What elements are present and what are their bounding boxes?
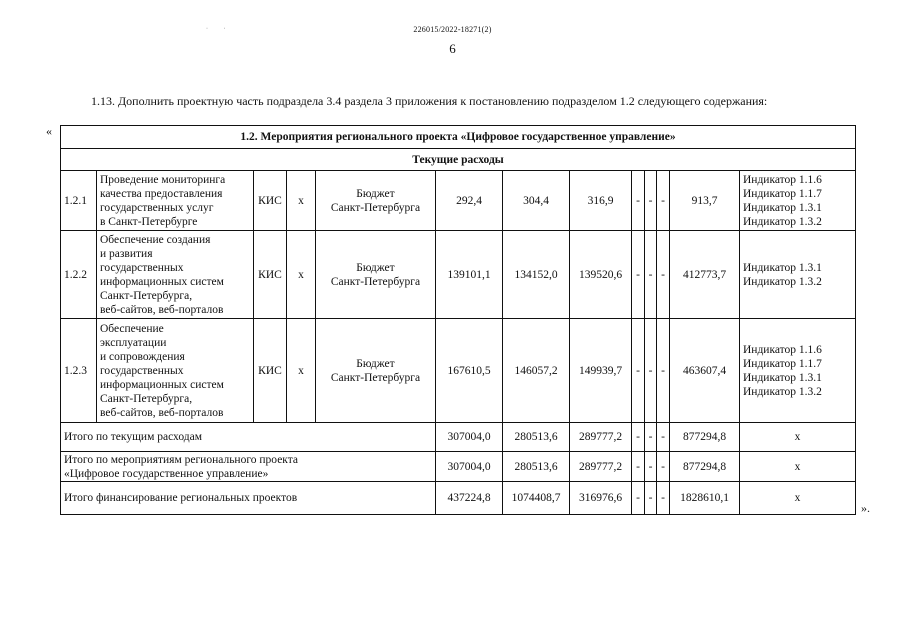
- total-year-3: 289777,2: [570, 452, 632, 482]
- dash-cell: -: [645, 423, 657, 452]
- totals-label-line: «Цифровое государственное управление»: [64, 467, 269, 480]
- activity-name-line: в Санкт-Петербурге: [100, 215, 198, 228]
- dash-cell: -: [645, 231, 657, 319]
- activity-name-line: и развития: [100, 247, 153, 260]
- dash-cell: -: [632, 171, 645, 231]
- dash-cell: -: [645, 319, 657, 423]
- table-row: [61, 231, 856, 319]
- dash-cell: -: [632, 452, 645, 482]
- totals-label-line: Итого по текущим расходам: [64, 431, 202, 443]
- activity-name-line: Санкт-Петербурга,: [100, 392, 193, 405]
- funding-source: [316, 231, 436, 319]
- total-year-2: 280513,6: [503, 423, 570, 452]
- activity-name-line: Проведение мониторинга: [100, 173, 226, 186]
- amount-year-2: 134152,0: [503, 231, 570, 319]
- opening-quote: «: [46, 124, 52, 138]
- total-sum: 1828610,1: [670, 482, 740, 515]
- activity-name-line: Обеспечение: [100, 322, 164, 335]
- activity-name: [97, 171, 254, 231]
- activity-name-line: Санкт-Петербурга,: [100, 289, 193, 302]
- dash-cell: -: [645, 171, 657, 231]
- total-year-1: 307004,0: [436, 423, 503, 452]
- closing-quote: ».: [861, 501, 870, 515]
- amount-year-2: 304,4: [503, 171, 570, 231]
- total-year-2: 1074408,7: [503, 482, 570, 515]
- mark-cell: х: [287, 231, 316, 319]
- amount-year-3: 316,9: [570, 171, 632, 231]
- activity-name: [97, 319, 254, 423]
- amount-total: 913,7: [670, 171, 740, 231]
- indicators-placeholder: х: [740, 423, 856, 452]
- dash-cell: -: [632, 319, 645, 423]
- amount-year-1: 292,4: [436, 171, 503, 231]
- funding-source-line: Санкт-Петербурга: [330, 201, 421, 214]
- dash-cell: -: [657, 171, 670, 231]
- dash-cell: -: [632, 482, 645, 515]
- indicator-item: Индикатор 1.3.1: [743, 261, 822, 274]
- executor: КИС: [254, 231, 287, 319]
- total-sum: 877294,8: [670, 423, 740, 452]
- indicator-item: Индикатор 1.3.2: [743, 275, 822, 288]
- funding-source-line: Санкт-Петербурга: [330, 275, 421, 288]
- amount-year-3: 149939,7: [570, 319, 632, 423]
- totals-row: [61, 482, 856, 515]
- table-row: [61, 171, 856, 231]
- dash-cell: -: [657, 452, 670, 482]
- indicator-item: Индикатор 1.1.7: [743, 357, 822, 370]
- activity-name-line: качества предоставления: [100, 187, 223, 200]
- registration-number: 226015/2022-18271(2): [413, 25, 492, 34]
- total-year-2: 280513,6: [503, 452, 570, 482]
- indicator-item: Индикатор 1.1.6: [743, 173, 822, 186]
- indicators: [740, 319, 856, 423]
- activity-name-line: государственных услуг: [100, 201, 214, 214]
- indicator-item: Индикатор 1.1.6: [743, 343, 822, 356]
- totals-label-line: Итого по мероприятиям регионального проекта: [64, 453, 298, 466]
- scan-specks: · ·: [206, 26, 233, 32]
- dash-cell: -: [632, 231, 645, 319]
- subsection-title: Текущие расходы: [61, 149, 856, 171]
- activity-name-line: информационных систем: [100, 275, 224, 288]
- total-year-1: 307004,0: [436, 452, 503, 482]
- activity-name-line: веб-сайтов, веб-порталов: [100, 406, 224, 419]
- activity-name-line: веб-сайтов, веб-порталов: [100, 303, 224, 316]
- project-table: [60, 125, 856, 515]
- totals-label: [61, 452, 436, 482]
- funding-source-line: Бюджет: [356, 357, 395, 370]
- row-number: 1.2.3: [61, 319, 97, 423]
- table-row: [61, 319, 856, 423]
- mark-cell: х: [287, 171, 316, 231]
- executor: КИС: [254, 171, 287, 231]
- activity-name-line: информационных систем: [100, 378, 224, 391]
- indicator-item: Индикатор 1.1.7: [743, 187, 822, 200]
- total-year-3: 289777,2: [570, 423, 632, 452]
- total-year-3: 316976,6: [570, 482, 632, 515]
- dash-cell: -: [645, 452, 657, 482]
- funding-source-line: Санкт-Петербурга: [330, 371, 421, 384]
- amount-year-1: 167610,5: [436, 319, 503, 423]
- indicator-item: Индикатор 1.3.1: [743, 201, 822, 214]
- activity-name-line: и сопровождения: [100, 350, 185, 363]
- activity-name-line: Обеспечение создания: [100, 233, 211, 246]
- amount-year-3: 139520,6: [570, 231, 632, 319]
- dash-cell: -: [632, 423, 645, 452]
- activity-name: [97, 231, 254, 319]
- mark-cell: х: [287, 319, 316, 423]
- dash-cell: -: [657, 319, 670, 423]
- funding-source: [316, 171, 436, 231]
- section-title: 1.2. Мероприятия регионального проекта «Цифровое государственное управление»: [61, 126, 856, 149]
- funding-source-line: Бюджет: [356, 261, 395, 274]
- totals-label: [61, 423, 436, 452]
- amount-total: 463607,4: [670, 319, 740, 423]
- totals-label: [61, 482, 436, 515]
- row-number: 1.2.2: [61, 231, 97, 319]
- indicators: [740, 231, 856, 319]
- amount-year-2: 146057,2: [503, 319, 570, 423]
- indicator-item: Индикатор 1.3.1: [743, 371, 822, 384]
- activity-name-line: государственных: [100, 364, 184, 377]
- activity-name-line: государственных: [100, 261, 184, 274]
- executor: КИС: [254, 319, 287, 423]
- amount-year-1: 139101,1: [436, 231, 503, 319]
- totals-row: [61, 452, 856, 482]
- page-number: 6: [449, 41, 456, 56]
- dash-cell: -: [657, 231, 670, 319]
- dash-cell: -: [657, 423, 670, 452]
- dash-cell: -: [657, 482, 670, 515]
- intro-paragraph: 1.13. Дополнить проектную часть подраздела 3.4 раздела 3 приложения к постановлению подразделом 1.2 следующего содержания:: [91, 94, 768, 108]
- total-year-1: 437224,8: [436, 482, 503, 515]
- indicators-placeholder: х: [740, 482, 856, 515]
- row-number: 1.2.1: [61, 171, 97, 231]
- totals-row: [61, 423, 856, 452]
- total-sum: 877294,8: [670, 452, 740, 482]
- totals-label-line: Итого финансирование региональных проектов: [64, 492, 298, 504]
- activity-name-line: эксплуатации: [100, 336, 167, 349]
- funding-source-line: Бюджет: [356, 187, 395, 200]
- indicator-item: Индикатор 1.3.2: [743, 385, 822, 398]
- indicators-placeholder: х: [740, 452, 856, 482]
- funding-source: [316, 319, 436, 423]
- indicators: [740, 171, 856, 231]
- amount-total: 412773,7: [670, 231, 740, 319]
- indicator-item: Индикатор 1.3.2: [743, 215, 822, 228]
- dash-cell: -: [645, 482, 657, 515]
